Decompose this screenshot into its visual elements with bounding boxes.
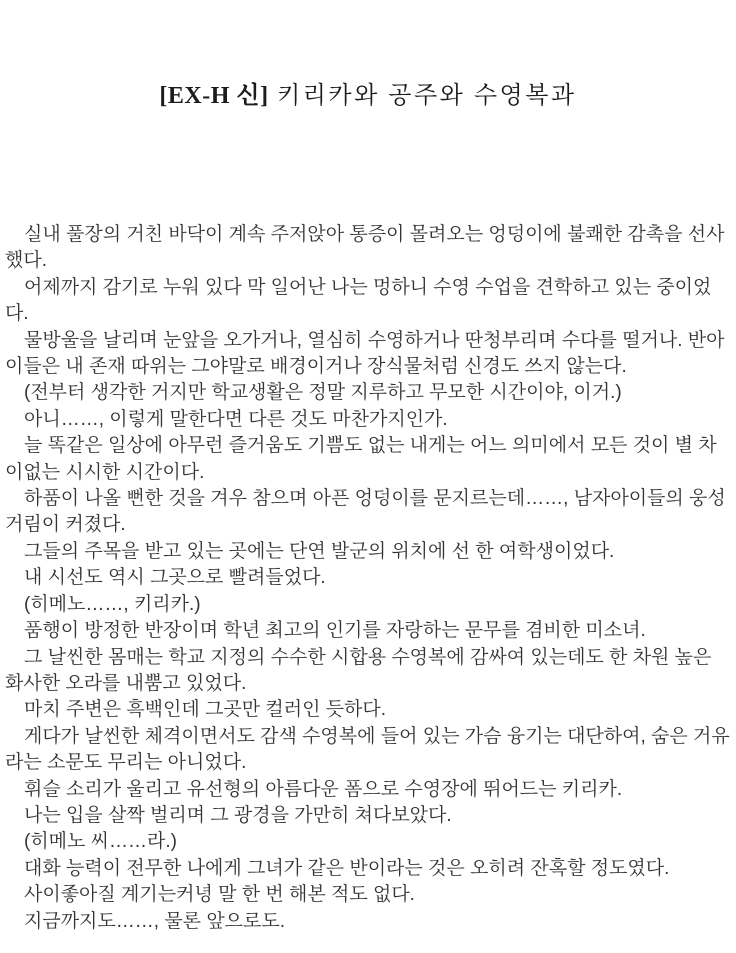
- story-paragraph: 나는 입을 살짝 벌리며 그 광경을 가만히 쳐다보았다.: [24, 804, 452, 826]
- title-text: 키리카와 공주와 수영복과: [268, 83, 577, 109]
- story-paragraph: 게다가 날씬한 체격이면서도 감색 수영복에 들어 있는 가슴 융기는 대단하여, 숨은 거유라는 소문도 무리는 아니었다.: [5, 725, 730, 774]
- story-paragraph: 그들의 주목을 받고 있는 곳에는 단연 발군의 위치에 선 한 여학생이었다.: [24, 540, 615, 562]
- page-title: [0, 0, 736, 112]
- story-paragraph: 그 날씬한 몸매는 학교 지정의 수수한 시합용 수영복에 감싸여 있는데도 한 차원 높은 화사한 오라를 내뿜고 있었다.: [5, 646, 712, 694]
- story-body: [0, 222, 736, 935]
- story-paragraph: 실내 풀장의 거친 바닥이 계속 주저앉아 통증이 몰려오는 엉덩이에 불쾌한 감촉을 선사했다.: [5, 224, 725, 272]
- title-chapter-tag: [EX-H 신]: [159, 83, 269, 109]
- story-paragraph: 물방울을 날리며 눈앞을 오가거나, 열심히 수영하거나 딴청부리며 수다를 떨거나. 반아이들은 내 존재 따위는 그야말로 배경이거나 장식물처럼 신경도 쓰지 않는다.: [5, 329, 725, 378]
- story-paragraph: 어제까지 감기로 누워 있다 막 일어난 나는 멍하니 수영 수업을 견학하고 있는 중이었다.: [5, 276, 712, 325]
- story-paragraph: 대화 능력이 전무한 나에게 그녀가 같은 반이라는 것은 오히려 잔혹할 정도였다.: [24, 857, 670, 879]
- story-paragraph: 사이좋아질 계기는커녕 말 한 번 해본 적도 없다.: [24, 884, 415, 906]
- story-paragraph: 내 시선도 역시 그곳으로 빨려들었다.: [24, 567, 326, 589]
- story-paragraph: 아니……, 이렇게 말한다면 다른 것도 마찬가지인가.: [24, 408, 448, 430]
- story-paragraph: (히메노 씨……라.): [24, 831, 177, 853]
- story-paragraph: 품행이 방정한 반장이며 학년 최고의 인기를 자랑하는 문무를 겸비한 미소녀.: [24, 620, 646, 642]
- story-paragraph: 휘슬 소리가 울리고 유선형의 아름다운 폼으로 수영장에 뛰어드는 키리카.: [24, 778, 623, 800]
- story-paragraph: 하품이 나올 뻔한 것을 겨우 참으며 아픈 엉덩이를 문지르는데……, 남자아이들의 웅성거림이 커졌다.: [5, 488, 726, 536]
- story-paragraph: (전부터 생각한 거지만 학교생활은 정말 지루하고 무모한 시간이야, 이거.): [24, 382, 622, 404]
- story-paragraph: (히메노……, 키리카.): [24, 593, 201, 615]
- story-paragraph: 지금까지도……, 물론 앞으로도.: [24, 910, 286, 932]
- story-paragraph: 마치 주변은 흑백인데 그곳만 컬러인 듯하다.: [24, 699, 387, 721]
- story-paragraph: 늘 똑같은 일상에 아무런 즐거움도 기쁨도 없는 내게는 어느 의미에서 모든 것이 별 차이없는 시시한 시간이다.: [5, 435, 717, 483]
